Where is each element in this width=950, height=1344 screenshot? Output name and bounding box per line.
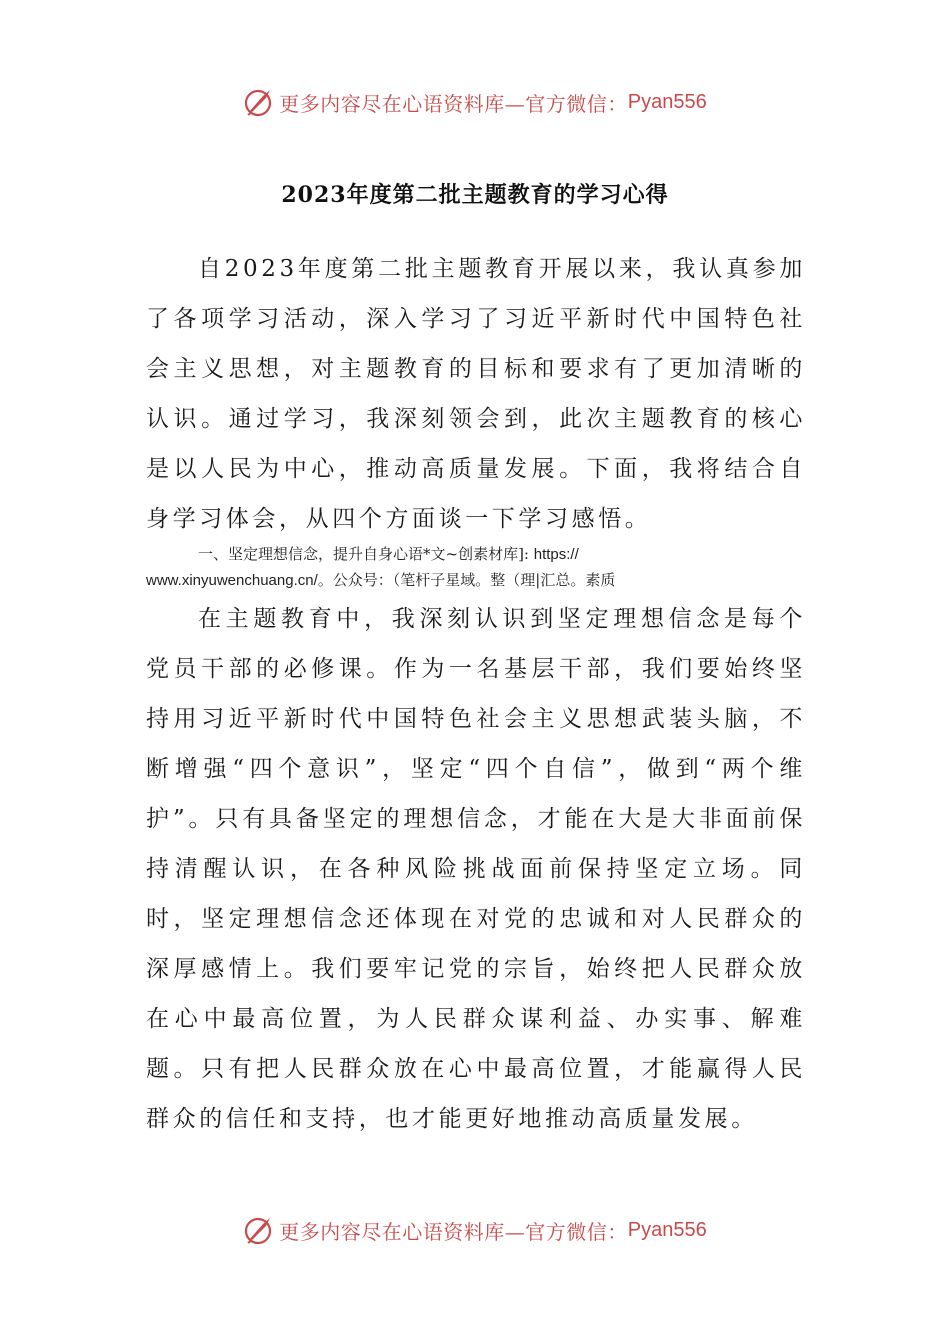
section-heading-line-2 [146, 567, 806, 594]
section-heading-url-domain: www.xinyuwenchuang.cn/ [146, 572, 318, 589]
paragraph-intro: 自2023年度第二批主题教育开展以来，我认真参加了各项学习活动，深入学习了习近平新时代中国特色社会主义思想，对主题教育的目标和要求有了更加清晰的认识。通过学习，我深刻领会到，此次主题教育的核心是以人民为中心，推动高质量发展。下面，我将结合自身学习体会，从四个方面谈一下学习感悟。 [146, 256, 806, 532]
section-heading-line-1 [146, 541, 806, 568]
section-heading-url-scheme: https:// [533, 546, 579, 563]
banner-text: 更多内容尽在心语资料库—官方微信： [279, 1219, 628, 1244]
quill-pen-logo-icon [243, 86, 275, 118]
banner-wechat-id: Pyan556 [627, 90, 707, 113]
banner-wechat-id: Pyan556 [627, 1218, 707, 1241]
document-title: 2023年度第二批主题教育的学习心得 [281, 182, 669, 208]
banner-text: 更多内容尽在心语资料库—官方微信： [279, 91, 628, 116]
quill-pen-logo-icon [243, 1214, 275, 1246]
section-heading-text: 一、坚定理想信念，提升自身心语*文~创素材库]: [198, 545, 534, 563]
footer-banner [0, 1210, 950, 1250]
header-banner [0, 82, 950, 122]
section-heading-tail: 。公众号：（笔杆子星域。整（理|汇总。素质 [317, 571, 616, 589]
paragraph-ideals: 在主题教育中，我深刻认识到坚定理想信念是每个党员干部的必修课。作为一名基层干部，我们要始终坚持用习近平新时代中国特色社会主义思想武装头脑，不断增强“四个意识”，坚定“四个自信”，做到“两个维护”。只有具备坚定的理想信念，才能在大是大非面前保持清醒认识，在各种风险挑战面前保持坚定立场。同时，坚定理想信念还体现在对党的忠诚和对人民群众的深厚感情上。我们要牢记党的宗旨，始终把人民群众放在心中最高位置，为人民群众谋利益、办实事、解难题。只有把人民群众放在心中最高位置，才能赢得人民群众的信任和支持，也才能更好地推动高质量发展。 [146, 606, 806, 1132]
